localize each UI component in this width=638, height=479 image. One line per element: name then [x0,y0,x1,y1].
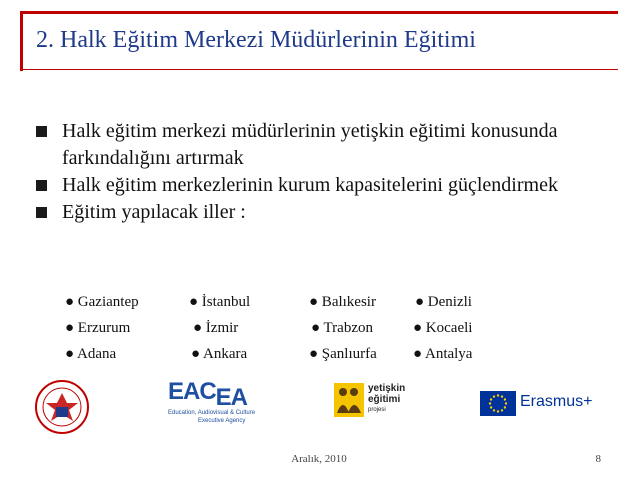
projesi-text: projesi [368,407,386,413]
city-name: ● Gaziantep [65,294,139,310]
city-name: ● Ankara [191,346,248,362]
eacea-agency: Executive Agency [198,418,246,424]
city-grid [65,294,535,372]
city-name: ● Antalya [413,346,473,362]
bullet-item [34,172,604,199]
eacea-subtitle: Education, Audiovisual & Culture [168,410,256,416]
square-bullet-icon [36,126,47,137]
city-name: ● Şanlıurfa [309,346,377,362]
eacea-ea-text: EA [215,384,248,411]
title-underline [20,69,618,70]
slide-title: 2. Halk Eğitim Merkezi Müdürlerinin Eğitimi [36,27,476,53]
square-bullet-icon [36,180,47,191]
bullet-text: Halk eğitim merkezi müdürlerinin yetişkin eğitimi konusunda farkındalığını artırmak [62,120,558,169]
eu-flag-icon [480,391,516,416]
city-name: ● İstanbul [189,294,251,310]
footer-date: Aralık, 2010 [291,453,347,465]
bullet-list [34,118,604,226]
bullet-text: Eğitim yapılacak iller : [62,201,246,223]
city-name: ● Kocaeli [413,320,473,336]
city-name: ● Adana [65,346,117,362]
people-icon [334,383,364,417]
yetiskin-logo [334,383,434,419]
erasmus-logo [480,390,610,418]
city-row [65,346,535,372]
meb-seal-logo [34,379,90,435]
yetiskin-text: yetişkin [368,383,406,394]
slide-frame-top [20,11,618,14]
slide-frame-left [20,11,23,71]
eacea-main-text: EAC [168,378,216,405]
bullet-item [34,199,604,226]
erasmus-text: Erasmus+ [520,393,593,410]
bullet-text: Halk eğitim merkezlerinin kurum kapasitelerini güçlendirmek [62,174,558,196]
city-row [65,294,535,320]
page-number: 8 [595,453,601,465]
egitimi-text: eğitimi [368,394,401,405]
eacea-logo [168,378,260,428]
city-name: ● Erzurum [65,320,131,336]
city-row [65,320,535,346]
city-name: ● İzmir [193,320,239,336]
city-name: ● Denizli [415,294,472,310]
city-name: ● Trabzon [311,320,373,336]
city-name: ● Balıkesir [309,294,376,310]
logo-strip [0,375,638,435]
square-bullet-icon [36,207,47,218]
bullet-item [34,118,604,172]
